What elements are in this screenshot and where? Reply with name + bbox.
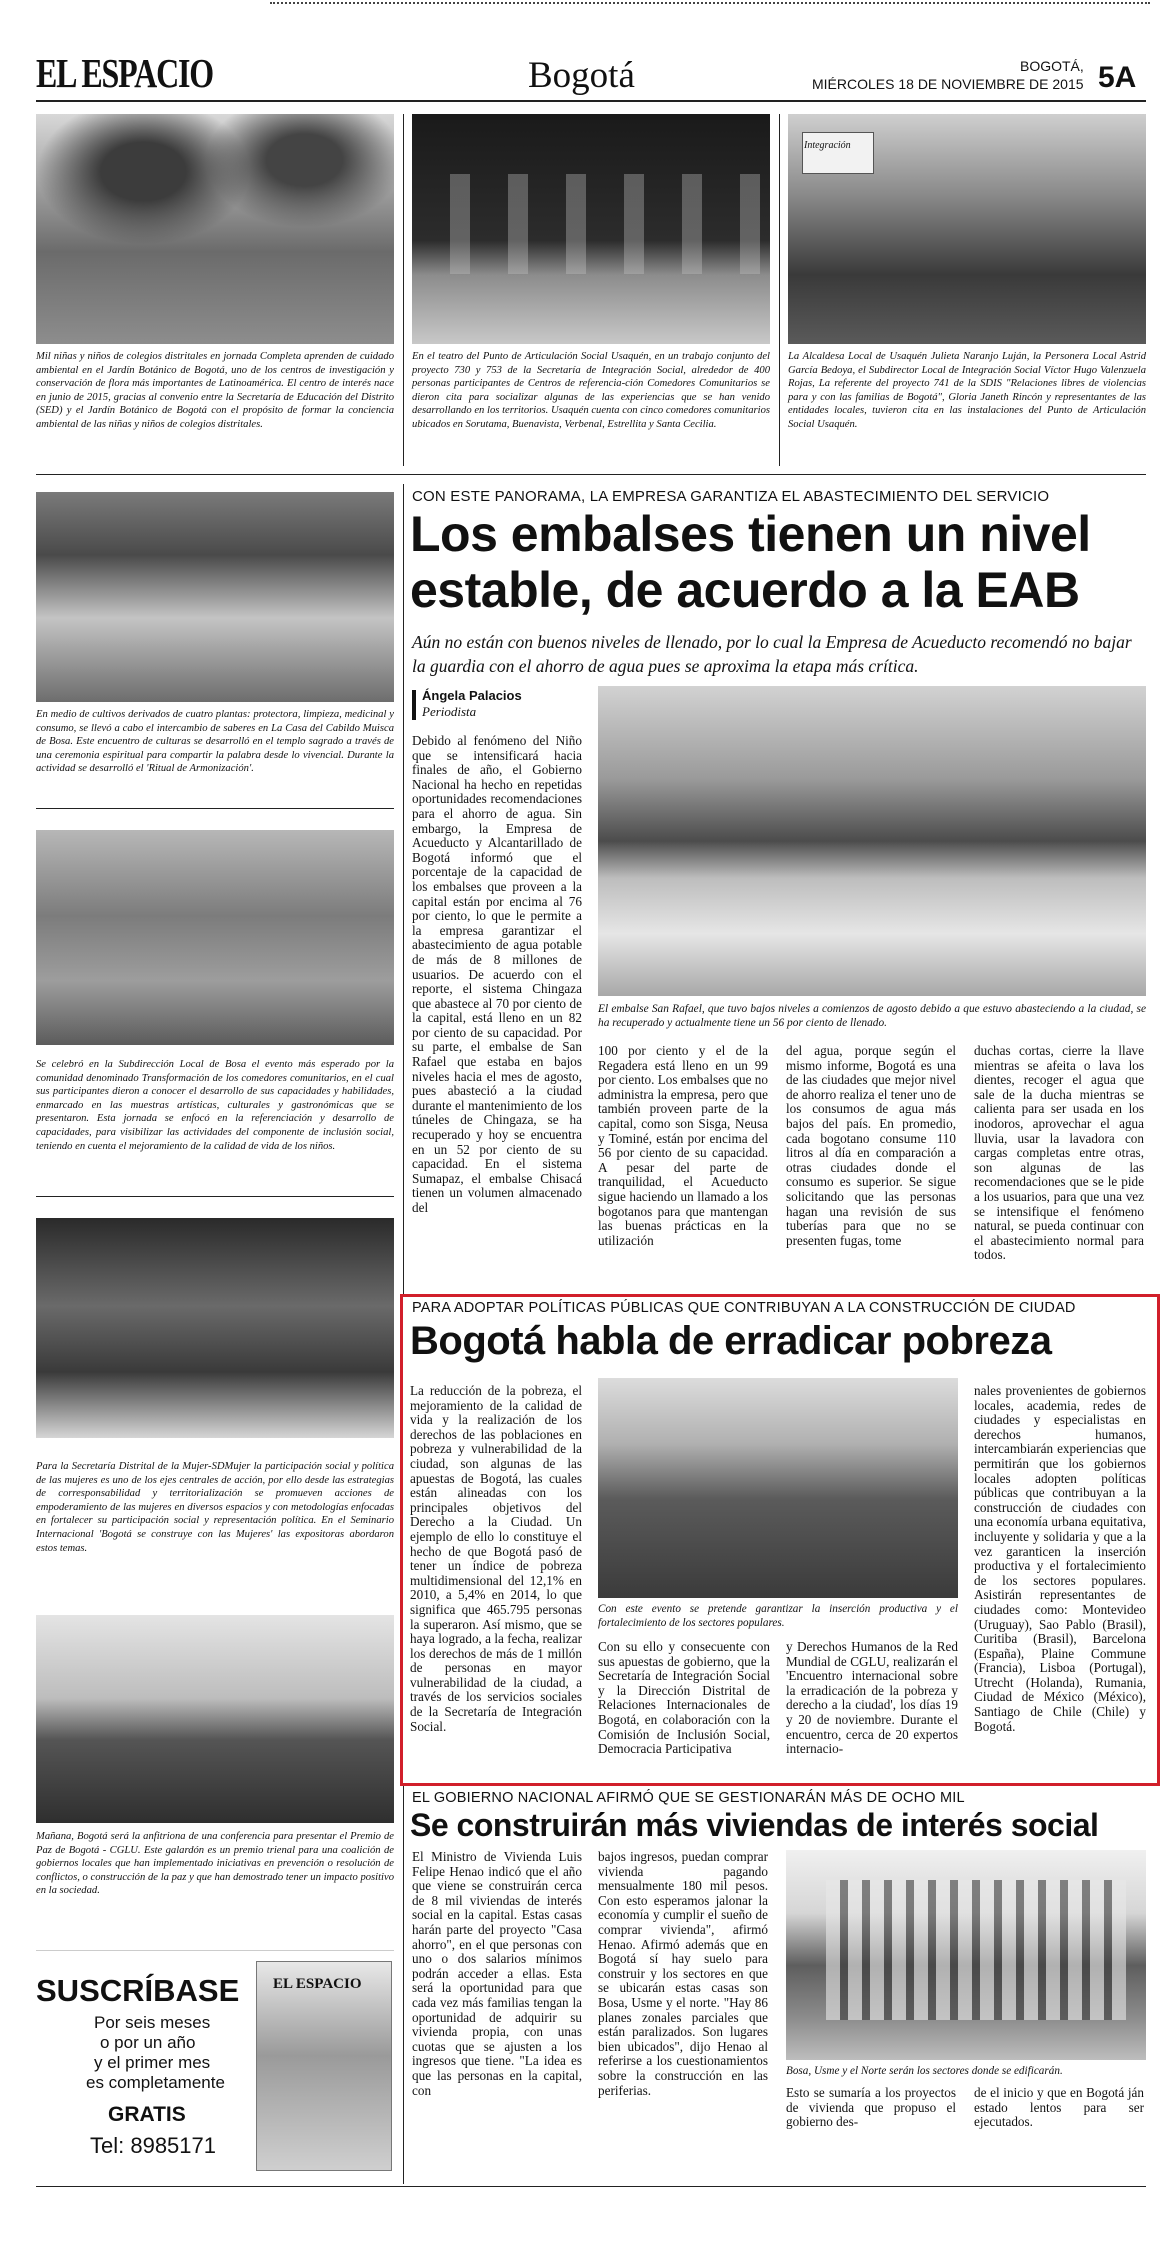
mini-newspaper-logo: EL ESPACIO: [273, 1976, 362, 1992]
caption-botanical-garden: Mil niñas y niños de colegios distritales en jornada Completa aprenden de cuidado ambiental en el Jardín Botánico de Bogotá, uno de los centros de investigación y conservación de flora más importantes de Latinoamérica. El centro de interés nace en junio de 2015, gracias al convenio entre la Secretaría de Educación del Distrito (SED) y el Jardín Botánico de Bogotá con el propósito de formar la conciencia ambiental de las niñas y niños de colegios distritales.: [36, 351, 394, 430]
photo-san-rafael-reservoir: [598, 686, 1146, 996]
article1-headline-line2: estable, de acuerdo a la EAB: [410, 562, 1080, 618]
caption-bosa-comedores: Se celebró en la Subdirección Local de Bosa el evento más esperado por la comunidad denominado Transformación de los comedores comunitarios, en el cual sus participantes dieron a conocer el desarrollo de sus capacidades y habilidades, enmarcado en las muestras artísticas, culturales y gastronómicas que se presentaron. Esta jornada se enfocó en la referenciación y desarrollo de capacidades, para visibilizar las actividades del componente de inclusión social, teniendo en cuenta el mejoramiento de la calidad de vida de los niños.: [36, 1059, 394, 1152]
integration-banner: [802, 132, 874, 174]
author-bar: [412, 690, 416, 720]
subscribe-phone[interactable]: Tel: 8985171: [90, 2133, 216, 2158]
photo-bosa-comedores: [36, 830, 394, 1045]
caption-muisca-cabildo: En medio de cultivos derivados de cuatro plantas: protectora, limpieza, medicinal y consumo, se llevó a cabo el intercambio de saberes en La Casa del Cabildo Muisca de Bosa. Este encuentro de culturas se desarrolló en el templo sagrado a través de una ceremonia espiritual para compartir la palabra desde lo vivencial. Durante la actividad se desarrolló el 'Ritual de Armonización'.: [36, 709, 394, 775]
caption-group-usaquen: La Alcaldesa Local de Usaquén Julieta Naranjo Luján, la Personera Local Astrid García Bedoya, el Subdirector Local de Integración Social Víctor Hugo Valenzuela Rojas, La referente del proyecto 741 de la SDIS "Relaciones libres de violencias para y con las familias de Bogotá", Gloria Janeth Rincón y representantes de las entidades locales, tuvieron cita en las instalaciones del Punto de Articulación Social Usaquén.: [788, 351, 1146, 430]
photo-botanical-garden: [36, 114, 394, 344]
photo-bogota-skyline: [36, 1615, 394, 1823]
article1-column-3: del agua, porque según el mismo informe, Bogotá es una de las ciudades que mejor nivel de ahorro realiza el tener uno de los consumos de agua más bajos del país. En promedio, cada bogotano consume 110 litros al día en comparación a otras ciudades donde el consumo es superior. Se sigue solicitando que las personas hagan una revisión de sus tuberías para que no se presenten fugas, tome: [786, 1044, 956, 1248]
caption-bogota-aerial: Con este evento se pretende garantizar la inserción productiva y el fortalecimiento de los sectores populares.: [598, 1603, 958, 1629]
article1-kicker: CON ESTE PANORAMA, LA EMPRESA GARANTIZA EL ABASTECIMIENTO DEL SERVICIO: [412, 488, 1050, 505]
subscribe-ad[interactable]: [36, 1950, 394, 2173]
photo-theater-stage: [412, 114, 770, 344]
caption-bogota-skyline: Mañana, Bogotá será la anfitriona de una conferencia para presentar el Premio de Paz de Bogotá - CGLU. Este galardón es un premio trienal para una coalición de gobiernos locales que han implementado iniciativas en prevención o resolución de conflictos, o construcción de la paz y que han demostrado tener un impacto positivo en la sociedad.: [36, 1831, 394, 1897]
article3-column-4: de el inicio y que en Bogotá ján estado lentos para ser ejecutados.: [974, 2086, 1144, 2130]
caption-sdmujer-panel: Para la Secretaría Distrital de la Mujer-SDMujer la participación social y política de las mujeres es uno de los ejes centrales de acción, por ello desde las estrategias de corresponsabilidad y territorialización se promueven acciones de empoderamiento de las mujeres en diversos espacios y con metodologías enfocadas en fortalecer su participación social y representación política. En el Seminario Internacional 'Bogotá se construye con las Mujeres' las expositoras abordaron estos temas.: [36, 1461, 394, 1554]
photo-group-usaquen: [788, 114, 1146, 344]
mini-newspaper-image: [256, 1961, 392, 2171]
subscribe-line-2: o por un año: [100, 2033, 196, 2052]
subscribe-title: SUSCRÍBASE: [36, 1973, 240, 2008]
article2-column-4: nales provenientes de gobiernos locales, academia, redes de ciudades y especialistas en derechos humanos, intercambiarán experiencias que permitirán que los gobiernos locales adopten políticas públicas que contribuyan a la construcción de ciudades con una economía urbana equitativa, incluyente y solidaria y que a la vez garanticen la inserción productiva y el fortalecimiento de los sectores populares. Asistirán representantes de ciudades como: Montevideo (Uruguay), Sao Pablo (Brasil), Curitiba (Brasil), Barcelona (España), Plaine Commune (Francia), Lisboa (Portugal), Utrecht (Holanda), Rumania, Ciudad de México (México), Santiago de Chile (Chile) y Bogotá.: [974, 1384, 1146, 1734]
article1-headline-line1: Los embalses tienen un nivel: [410, 506, 1091, 562]
article1-column-2: 100 por ciento y el de la Regadera está lleno en un 99 por ciento. Los embalses que no administra la empresa, pero que también proveen parte de la capital, como son Sisga, Neusa y Tominé, están por encima del 56 por ciento de su capacidad. A pesar del parte de tranquilidad, el Acueducto sigue haciendo un llamado a los bogotanos para que mantengan las buenas prácticas en la utilización: [598, 1044, 768, 1248]
photo-muisca-cabildo: [36, 492, 394, 702]
caption-san-rafael-reservoir: El embalse San Rafael, que tuvo bajos niveles a comienzos de agosto debido a que estuvo abasteciendo a la ciudad, se ha recuperado y actualmente tiene un 56 por ciento de llenado.: [598, 1003, 1146, 1029]
top-divider-2: [779, 114, 780, 466]
article3-column-3: Esto se sumaría a los proyectos de vivienda que propuso el gobierno des-: [786, 2086, 956, 2130]
photo-social-housing: [786, 1850, 1146, 2060]
article1-author-role: Periodista: [422, 704, 477, 719]
bottom-rule: [36, 2186, 1146, 2187]
article2-kicker: PARA ADOPTAR POLÍTICAS PÚBLICAS QUE CONTRIBUYAN A LA CONSTRUCCIÓN DE CIUDAD: [412, 1300, 1076, 1316]
subscribe-line-3: y el primer mes: [94, 2053, 211, 2072]
article1-author: Ángela Palacios: [422, 688, 522, 703]
article2-column-3: y Derechos Humanos de la Red Mundial de CGLU, realizarán el 'Encuentro internacional sobre la erradicación de la pobreza y derecho a la ciudad', los días 19 y 20 de noviembre. Durante el encuentro, cerca de 20 expertos internacio-: [786, 1640, 958, 1757]
article1-column-1: Debido al fenómeno del Niño que se intensificará hacia finales de año, el Gobierno Nacional ha hecho en repetidas oportunidades recomendaciones para el ahorro de agua. Sin embargo, la Empresa de Acueducto y Alcantarillado de Bogotá informó que el porcentaje de la capacidad de los embalses que proveen a la capital están por encima al 76 por ciento, lo que le permite a la empresa garantizar el abastecimiento de agua potable de más de 8 millones de usuarios. De acuerdo con el reporte, el sistema Chingaza que abastece al 70 por ciento de la capital, está lleno en un 82 por ciento de su capacidad. Por su parte, el embalse de San Rafael que estaba en bajos niveles hacia el mes de agosto, pues abasteció a la ciudad durante el mantenimiento de los túneles de Chingaza, se ha recuperado y hoy se encuentra en un 52 por ciento de su capacidad. En el sistema Sumapaz, el embalse Chisacá tienen un volumen almacenado del: [412, 734, 582, 1215]
integration-banner-text: Integración: [804, 140, 851, 151]
photo-bogota-aerial: [598, 1378, 958, 1598]
article3-kicker: EL GOBIERNO NACIONAL AFIRMÓ QUE SE GESTIONARÁN MÁS DE OCHO MIL: [412, 1790, 965, 1806]
article1-column-4: duchas cortas, cierre la llave mientras se afeita o lava los dientes, recoger el agua que sale de la ducha mientras se calienta para ser usada en los inodoros, aprovechar el agua lluvia, usar la lavadora con cargas completas entre otras, son algunas de las recomendaciones que se le pide a los usuarios, para que una vez se intensifique el fenómeno natural, se pueda continuar con el abastecimiento normal para todos.: [974, 1044, 1144, 1263]
subscribe-line-1: Por seis meses: [94, 2013, 211, 2032]
left-rule-1: [36, 808, 394, 809]
masthead-rule: [36, 100, 1146, 102]
article2-column-1: La reducción de la pobreza, el mejoramiento de la calidad de vida y la realización de los derechos de las poblaciones en pobreza y vulnerabilidad de la ciudad, son algunas de las apuestas de Bogotá, las cuales están alineadas con los principales objetivos del Derecho a la Ciudad. Un ejemplo de ello lo constituye el hecho de que Bogotá pasó de tener un índice de pobreza multidimensional del 12,1% en 2010, a 5,4% en 2014, lo que significa que 465.795 personas la superaron. Así mismo, que se haya logrado, a la fecha, realizar los derechos de más de 1 millón de personas en mayor vulnerabilidad de la ciudad, a través de los servicios sociales de la Secretaría de Integración Social.: [410, 1384, 582, 1734]
article1-deck: Aún no están con buenos niveles de llenado, por lo cual la Empresa de Acueducto recomendó no bajar la guardia con el ahorro de agua pues se aproxima la etapa más crítica.: [412, 632, 1132, 676]
page-number: 5A: [1098, 61, 1137, 94]
article3-column-1: El Ministro de Vivienda Luis Felipe Henao indicó que el año que viene se construirán cerca de 8 mil viviendas de interés social en la capital. Estas casas harán parte del proyecto "Casa ahorro", en el que personas con uno o dos salarios mínimos podrán acceder a ellas. Esta será la oportunidad para que cada vez más familias tengan la oportunidad de adquirir su vivienda propia, con unas cuotas que se ajusten a los ingresos que tiene. "La idea es que las personas en la capital, con: [412, 1850, 582, 2098]
subscribe-line-4: es completamente: [86, 2073, 225, 2092]
photo-sdmujer-panel: [36, 1218, 394, 1438]
top-cut-line: [270, 2, 1150, 4]
caption-theater-stage: En el teatro del Punto de Articulación Social Usaquén, en un trabajo conjunto del proyecto 730 y 753 de la Secretaría de Integración Social, alrededor de 400 personas participantes de Centros de referencia-ción Comedores Comunitarios se dieron cita para socializar algunas de las experiencias que se han venido desarrollando en los territorios. Usaquén cuenta con cinco comedores comunitarios ubicados en Sorutama, Buenavista, Verbenal, Estrellita y Santa Cecilia.: [412, 351, 770, 430]
top-row-rule: [36, 474, 1146, 475]
article3-column-2: bajos ingresos, puedan comprar vivienda pagando mensualmente 180 mil pesos. Con esto esperamos jalonar la economía y cumplir el sueño de comprar vivienda", afirmó Henao. Afirmó además que en Bogotá sí hay suelo para construir y los sectores en que se ubicarán estas casas son Bosa, Usme y el norte. "Hay 86 planes zonales parciales que están paralizados. Son lugares bien ubicados", dijo Henao al referirse a los cuestionamientos sobre la construcción en las periferias.: [598, 1850, 768, 2098]
dateline-city: BOGOTÁ,: [1020, 58, 1084, 74]
top-divider-1: [403, 114, 404, 466]
left-rule-2: [36, 1196, 394, 1197]
article3-headline: Se construirán más viviendas de interés social: [410, 1807, 1099, 1843]
article2-column-2: Con su ello y consecuente con sus apuestas de gobierno, que la Secretaría de Integración Social y la Dirección Distrital de Relaciones Internacionales de Bogotá, en colaboración con la Comisión de Inclusión Social, Democracia Participativa: [598, 1640, 770, 1757]
dateline-date: MIÉRCOLES 18 DE NOVIEMBRE DE 2015: [812, 76, 1084, 92]
section-title: Bogotá: [528, 55, 635, 96]
article2-headline: Bogotá habla de erradicar pobreza: [410, 1319, 1052, 1363]
caption-social-housing: Bosa, Usme y el Norte serán los sectores donde se edificarán.: [786, 2065, 1063, 2077]
subscribe-free: GRATIS: [108, 2103, 186, 2126]
paper-logo: EL ESPACIO: [36, 50, 213, 96]
